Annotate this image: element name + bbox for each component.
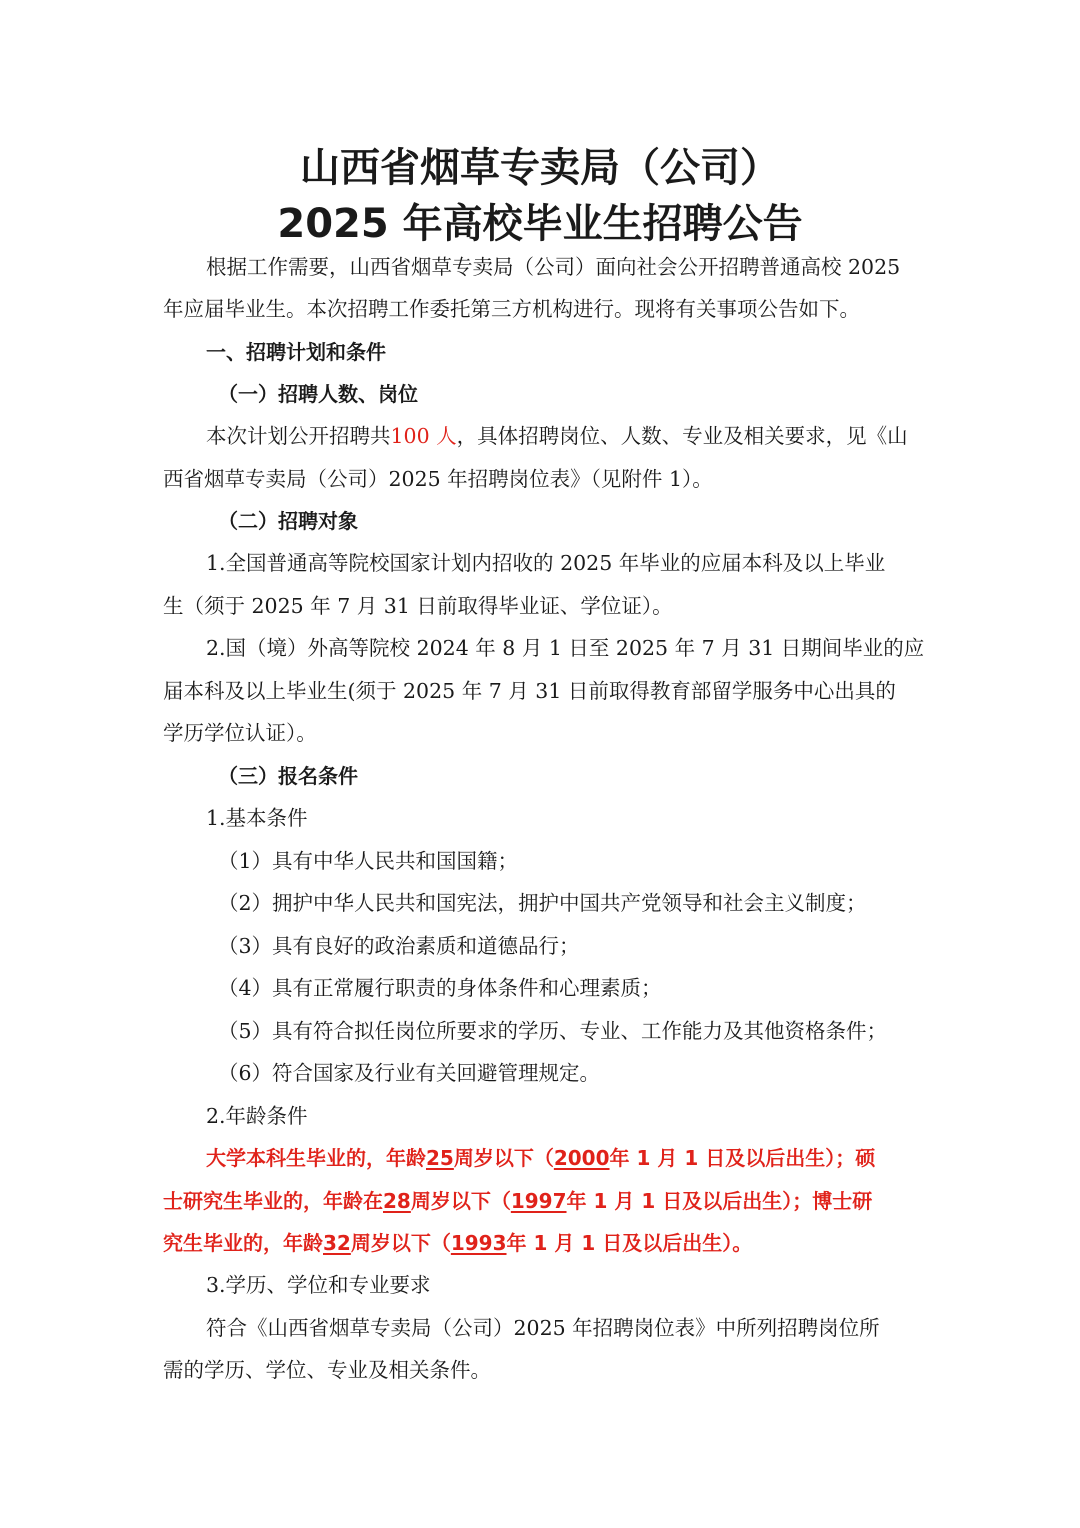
basic-condition-item: （6）符合国家及行业有关回避管理规定。 [218, 1061, 601, 1085]
age-conditions-heading: 2.年龄条件 [206, 1104, 308, 1128]
birth-year-doctor: 1993 [450, 1231, 507, 1255]
birth-year-master: 1997 [510, 1189, 567, 1213]
age-l3-text-b: 周岁以下（ [350, 1231, 451, 1255]
age-l2-text-b: 周岁以下（ [410, 1189, 511, 1213]
age-line-1 [206, 1143, 926, 1173]
sub3-heading: （三）报名条件 [218, 764, 358, 788]
sub2-item2-line-3: 学历学位认证）。 [163, 721, 317, 745]
intro-line-1: 根据工作需要，山西省烟草专卖局（公司）面向社会公开招聘普通高校 2025 [206, 255, 901, 279]
sub1-text-b: ，具体招聘岗位、人数、专业及相关要求，见《山 [456, 424, 908, 448]
sub1-paragraph-line-1 [206, 421, 926, 451]
age-l1-text-c: 年 1 月 1 日及以后出生）；硕 [609, 1146, 876, 1170]
basic-condition-item: （4）具有正常履行职责的身体条件和心理素质； [218, 976, 662, 1000]
recruit-count: 100 人 [390, 424, 457, 448]
age-line-2 [163, 1186, 923, 1216]
sub2-heading: （二）招聘对象 [218, 509, 358, 533]
sub2-item2-line-2: 届本科及以上毕业生(须于 2025 年 7 月 31 日前取得教育部留学服务中心出具的 [163, 679, 896, 703]
age-line-3 [163, 1228, 923, 1258]
basic-conditions-heading: 1.基本条件 [206, 806, 308, 830]
birth-year-bachelor: 2000 [553, 1146, 610, 1170]
basic-condition-item: （5）具有符合拟任岗位所要求的学历、专业、工作能力及其他资格条件； [218, 1019, 888, 1043]
sub1-heading: （一）招聘人数、岗位 [218, 382, 418, 406]
intro-line-2: 年应届毕业生。本次招聘工作委托第三方机构进行。现将有关事项公告如下。 [163, 297, 860, 321]
sub2-item1-line-2: 生（须于 2025 年 7 月 31 日前取得毕业证、学位证）。 [163, 594, 673, 618]
basic-condition-item: （2）拥护中华人民共和国宪法，拥护中国共产党领导和社会主义制度； [218, 891, 867, 915]
education-line-1: 符合《山西省烟草专卖局（公司）2025 年招聘岗位表》中所列招聘岗位所 [206, 1316, 880, 1340]
age-l2-text-a: 士研究生毕业的，年龄在 [163, 1189, 383, 1213]
basic-condition-item: （3）具有良好的政治素质和道德品行； [218, 934, 580, 958]
sub2-item2-line-1: 2.国（境）外高等院校 2024 年 8 月 1 日至 2025 年 7 月 31 日期间毕业的应 [206, 636, 925, 660]
age-limit-bachelor: 25 [426, 1146, 454, 1170]
age-limit-master: 28 [383, 1189, 411, 1213]
sub1-text-a: 本次计划公开招聘共 [206, 424, 391, 448]
section1-heading: 一、招聘计划和条件 [206, 340, 386, 364]
education-line-2: 需的学历、学位、专业及相关条件。 [163, 1358, 491, 1382]
age-l1-text-b: 周岁以下（ [453, 1146, 554, 1170]
age-limit-doctor: 32 [323, 1231, 351, 1255]
age-l1-text-a: 大学本科生毕业的，年龄 [206, 1146, 426, 1170]
education-heading: 3.学历、学位和专业要求 [206, 1273, 431, 1297]
age-l3-text-a: 究生毕业的，年龄 [163, 1231, 323, 1255]
sub2-item1-line-1: 1.全国普通高等院校国家计划内招收的 2025 年毕业的应届本科及以上毕业 [206, 551, 886, 575]
document-title-line1: 山西省烟草专卖局（公司） [300, 145, 780, 191]
document-title-line2: 2025 年高校毕业生招聘公告 [277, 201, 803, 247]
age-l2-text-c: 年 1 月 1 日及以后出生）；博士研 [566, 1189, 873, 1213]
sub1-paragraph-line-2: 西省烟草专卖局（公司）2025 年招聘岗位表》（见附件 1）。 [163, 467, 713, 491]
basic-condition-item: （1）具有中华人民共和国国籍； [218, 849, 519, 873]
age-l3-text-c: 年 1 月 1 日及以后出生）。 [506, 1231, 753, 1255]
